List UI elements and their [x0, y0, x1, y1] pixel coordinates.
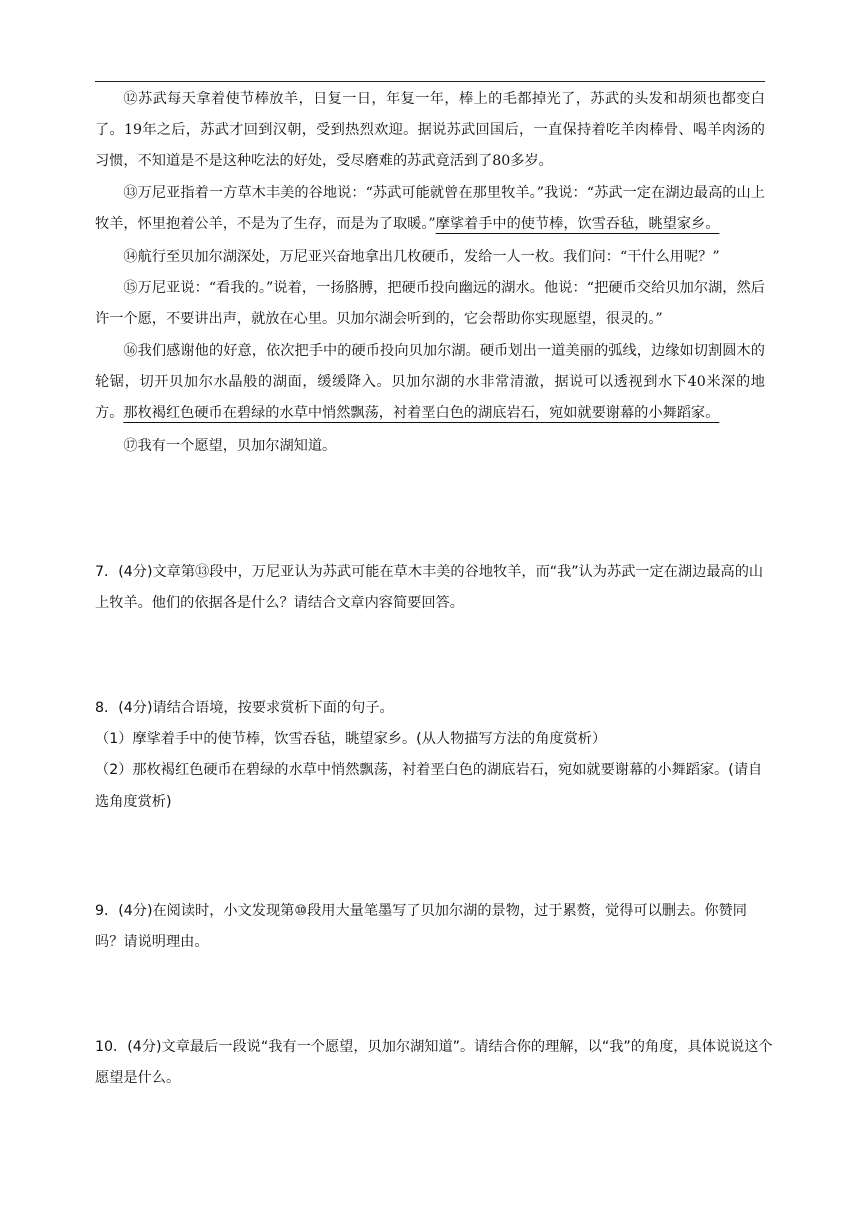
question-7-text: 7．(4分)文章第⑬段中，万尼亚认为苏武可能在草木丰美的谷地牧羊，而“我”认为苏武一定在湖边最高的山上牧羊。他们的依据各是什么？请结合文章内容简要回答。: [95, 564, 764, 612]
underlined-sentence-16: 那枚褐红色硬币在碧绿的水草中悄然飘荡，衬着垩白色的湖底岩石，宛如就要谢幕的小舞蹈家。: [123, 405, 720, 422]
paragraph-17: ⑰我有一个愿望，贝加尔湖知道。: [123, 438, 337, 455]
paragraph-14: ⑭航行至贝加尔湖深处，万尼亚兴奋地拿出几枚硬币，发给一人一枚。我们问：“干什么用呢？”: [123, 249, 720, 266]
paragraph-16: [95, 336, 765, 430]
paragraph-13: [95, 178, 765, 240]
question-8-part-2: （2）那枚褐红色硬币在碧绿的水草中悄然飘荡，衬着垩白色的湖底岩石，宛如就要谢幕的小舞蹈家。(请自选角度赏析): [95, 762, 763, 810]
question-9: [95, 896, 775, 958]
underlined-sentence-13: 摩挲着手中的使节棒，饮雪吞毡，眺望家乡。: [435, 215, 720, 232]
paragraph-16-text: ⑯我们感谢他的好意，依次把手中的硬币投向贝加尔湖。硬币划出一道美丽的弧线，边缘如切割圆木的轮锯，切开贝加尔水晶般的湖面，缓缓降入。贝加尔湖的水非常清澈，据说可以透视到水下40米深的地方。: [95, 342, 765, 422]
question-7: [95, 557, 775, 619]
question-8-part-1: （1）摩挲着手中的使节棒，饮雪吞毡，眺望家乡。(从人物描写方法的角度赏析）: [95, 731, 607, 748]
header-rule: [95, 81, 765, 82]
question-9-text: 9．(4分)在阅读时，小文发现第⑩段用大量笔墨写了贝加尔湖的景物，过于累赘，觉得可以删去。你赞同吗？请说明理由。: [95, 903, 747, 951]
question-8-text: 8．(4分)请结合语境，按要求赏析下面的句子。: [95, 700, 394, 716]
question-10-text: 10．(4分)文章最后一段说“我有一个愿望，贝加尔湖知道”。请结合你的理解，以“我”的角度，具体说说这个愿望是什么。: [95, 1039, 773, 1087]
paragraph-13-text: ⑬万尼亚指着一方草木丰美的谷地说：“苏武可能就曾在那里牧羊。”我说：“苏武一定在湖边最高的山上牧羊，怀里抱着公羊，不是为了生存，而是为了取暖。”: [95, 184, 765, 232]
question-10: [95, 1032, 775, 1094]
question-8: [95, 693, 775, 818]
reading-passage: [95, 84, 765, 462]
paragraph-15: ⑮万尼亚说：“看我的。”说着，一扬胳膊，把硬币投向幽远的湖水。他说：“把硬币交给贝加尔湖，然后许一个愿，不要讲出声，就放在心里。贝加尔湖会听到的，它会帮助你实现愿望，很灵的。”: [95, 280, 765, 328]
paragraph-12: ⑫苏武每天拿着使节棒放羊，日复一日，年复一年，棒上的毛都掉光了，苏武的头发和胡须也都变白了。19年之后，苏武才回到汉朝，受到热烈欢迎。据说苏武回国后，一直保持着吃羊肉棒骨、喝羊肉汤的习惯，不知道是不是这种吃法的好处，受尽磨难的苏武竟活到了80多岁。: [95, 91, 765, 170]
